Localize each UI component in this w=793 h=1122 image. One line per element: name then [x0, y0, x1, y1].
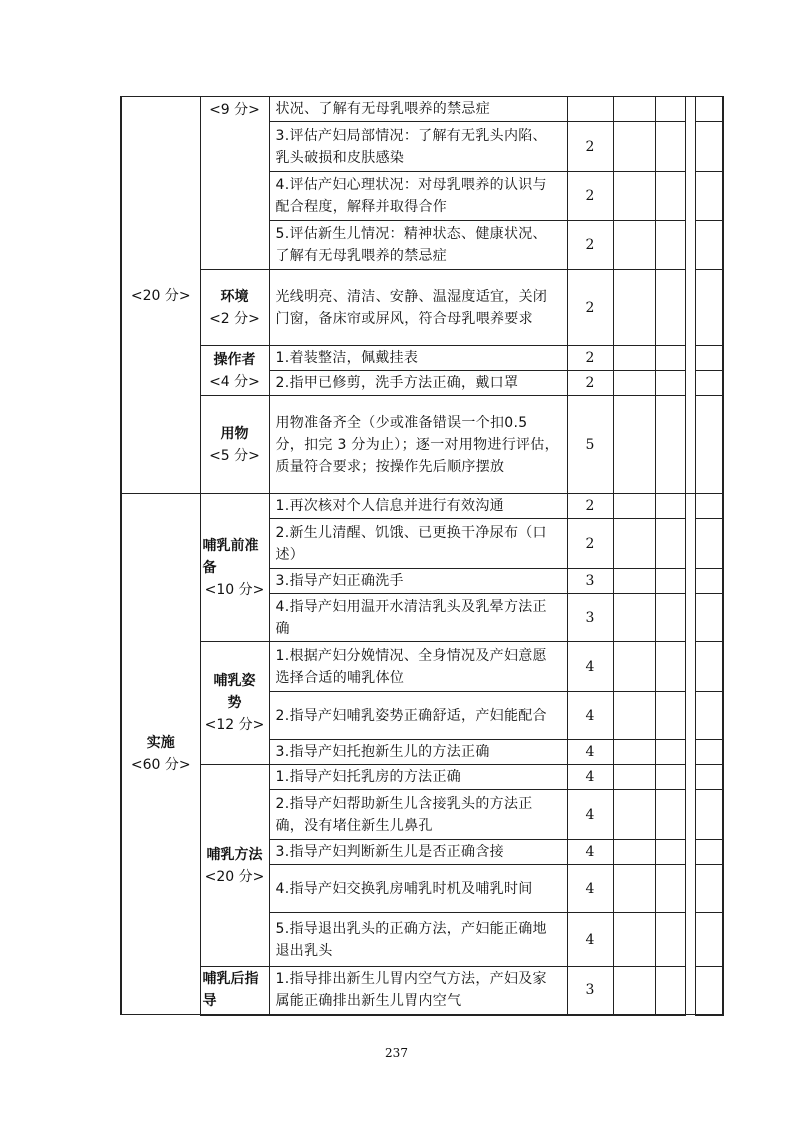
- blank-cell: [655, 172, 685, 221]
- group-title: 哺乳姿势: [213, 673, 256, 711]
- item-score: 4: [567, 692, 613, 740]
- group-points: <5 分>: [209, 447, 260, 464]
- item-score: 2: [567, 172, 613, 221]
- item-text: 1.根据产妇分娩情况、全身情况及产妇意愿选择合适的哺乳体位: [269, 642, 567, 692]
- item-text: 用物准备齐全（少或准备错误一个扣0.5 分，扣完 3 分为止）；逐一对用物进行评估，质量符合要求；按操作先后顺序摆放: [269, 396, 567, 494]
- item-text: 1.着装整洁，佩戴挂表: [269, 346, 567, 371]
- blank-cell: [695, 594, 723, 642]
- blank-cell: [695, 913, 723, 967]
- group-cell: [200, 396, 269, 494]
- blank-cell: [613, 840, 655, 865]
- section-points: <20 分>: [130, 288, 191, 304]
- table-row: [121, 765, 723, 790]
- item-text: 光线明亮、清洁、安静、温湿度适宜，关闭门窗，备床帘或屏风，符合母乳喂养要求: [269, 270, 567, 346]
- item-text: 4.指导产妇用温开水清洁乳头及乳晕方法正确: [269, 594, 567, 642]
- table-row: [121, 642, 723, 692]
- item-score: 2: [567, 346, 613, 371]
- item-text: 1.再次核对个人信息并进行有效沟通: [269, 494, 567, 519]
- item-score: 2: [567, 270, 613, 346]
- section-cell: [121, 97, 200, 494]
- blank-cell: [613, 371, 655, 396]
- blank-cell: [655, 494, 685, 519]
- item-score: 4: [567, 790, 613, 840]
- item-text: 2.指导产妇哺乳姿势正确舒适，产妇能配合: [269, 692, 567, 740]
- group-cell: [200, 642, 269, 765]
- item-score: 2: [567, 221, 613, 270]
- blank-cell: [655, 371, 685, 396]
- table-row: [121, 346, 723, 371]
- group-cell: [200, 346, 269, 396]
- item-score: 4: [567, 740, 613, 765]
- blank-cell: [613, 790, 655, 840]
- table-row: [121, 396, 723, 494]
- blank-cell: [655, 569, 685, 594]
- blank-cell: [655, 790, 685, 840]
- group-points: <10 分>: [204, 581, 265, 598]
- blank-cell: [613, 594, 655, 642]
- blank-cell: [655, 270, 685, 346]
- group-cell: [200, 97, 269, 270]
- item-text: 5.指导退出乳头的正确方法，产妇能正确地退出乳头: [269, 913, 567, 967]
- item-text: 3.指导产妇托抱新生儿的方法正确: [269, 740, 567, 765]
- blank-cell: [655, 642, 685, 692]
- blank-cell: [655, 594, 685, 642]
- table-row: [121, 97, 723, 122]
- blank-cell: [613, 221, 655, 270]
- item-score: 2: [567, 122, 613, 172]
- item-score: 3: [567, 569, 613, 594]
- blank-cell: [655, 122, 685, 172]
- blank-cell: [613, 346, 655, 371]
- blank-cell: [695, 371, 723, 396]
- group-title: 环境: [220, 288, 249, 305]
- item-text: 2.新生儿清醒、饥饿、已更换干净尿布（口述）: [269, 519, 567, 569]
- blank-cell: [655, 865, 685, 913]
- blank-cell: [613, 765, 655, 790]
- blank-cell: [655, 97, 685, 122]
- group-cell: [200, 967, 269, 1015]
- group-points: <20 分>: [204, 868, 265, 885]
- blank-cell: [655, 519, 685, 569]
- blank-cell: [695, 519, 723, 569]
- item-text: 1.指导产妇托乳房的方法正确: [269, 765, 567, 790]
- blank-cell: [695, 346, 723, 371]
- blank-cell: [695, 221, 723, 270]
- group-points: <12 分>: [204, 717, 265, 733]
- item-text: 1.指导排出新生儿胃内空气方法，产妇及家属能正确排出新生儿胃内空气: [269, 967, 567, 1015]
- blank-cell: [613, 642, 655, 692]
- blank-cell: [695, 790, 723, 840]
- item-score: 4: [567, 765, 613, 790]
- blank-cell: [695, 642, 723, 692]
- blank-cell: [695, 840, 723, 865]
- group-title: 哺乳后指导: [202, 971, 259, 1010]
- item-text: 4.评估产妇心理状况：对母乳喂养的认识与配合程度，解释并取得合作: [269, 172, 567, 221]
- blank-cell: [695, 270, 723, 346]
- item-score: 4: [567, 913, 613, 967]
- group-cell: [200, 270, 269, 346]
- item-score: 2: [567, 519, 613, 569]
- item-score: 2: [567, 371, 613, 396]
- table-row: [121, 494, 723, 519]
- blank-cell: [695, 765, 723, 790]
- blank-cell: [655, 765, 685, 790]
- section-title: 实施: [146, 735, 175, 751]
- group-title: 用物: [220, 425, 249, 442]
- blank-cell: [613, 396, 655, 494]
- page-number: 237: [385, 1046, 408, 1060]
- table-row: [121, 967, 723, 1015]
- blank-cell: [613, 569, 655, 594]
- item-score: [567, 97, 613, 122]
- blank-cell: [613, 740, 655, 765]
- blank-cell: [655, 692, 685, 740]
- blank-cell: [655, 840, 685, 865]
- blank-cell: [695, 740, 723, 765]
- group-points: <4 分>: [209, 373, 260, 390]
- group-title: 哺乳方法: [206, 846, 263, 863]
- blank-cell: [695, 494, 723, 519]
- table-row: [121, 270, 723, 346]
- item-score: 4: [567, 642, 613, 692]
- blank-cell: [655, 740, 685, 765]
- item-text: 4.指导产妇交换乳房哺乳时机及哺乳时间: [269, 865, 567, 913]
- blank-cell: [613, 97, 655, 122]
- blank-cell: [695, 396, 723, 494]
- blank-cell: [613, 865, 655, 913]
- item-score: 3: [567, 967, 613, 1015]
- blank-cell: [655, 221, 685, 270]
- blank-cell: [685, 494, 695, 1015]
- blank-cell: [613, 967, 655, 1015]
- blank-cell: [695, 122, 723, 172]
- item-text: 3.指导产妇判断新生儿是否正确含接: [269, 840, 567, 865]
- item-score: 4: [567, 865, 613, 913]
- group-points: <9 分>: [209, 102, 260, 118]
- blank-cell: [613, 913, 655, 967]
- item-score: 3: [567, 594, 613, 642]
- blank-cell: [613, 692, 655, 740]
- blank-cell: [695, 967, 723, 1015]
- blank-cell: [613, 270, 655, 346]
- blank-cell: [613, 122, 655, 172]
- blank-cell: [613, 519, 655, 569]
- blank-cell: [695, 172, 723, 221]
- item-score: 2: [567, 494, 613, 519]
- item-text: 3.指导产妇正确洗手: [269, 569, 567, 594]
- blank-cell: [655, 346, 685, 371]
- group-cell: [200, 765, 269, 967]
- blank-cell: [695, 865, 723, 913]
- blank-cell: [695, 569, 723, 594]
- scoring-table: [120, 96, 724, 1016]
- item-score: 5: [567, 396, 613, 494]
- group-title: 哺乳前准备: [202, 537, 259, 576]
- group-cell: [200, 494, 269, 642]
- group-title: 操作者: [213, 351, 256, 368]
- item-text: 2.指导产妇帮助新生儿含接乳头的方法正确，没有堵住新生儿鼻孔: [269, 790, 567, 840]
- blank-cell: [655, 967, 685, 1015]
- item-score: 4: [567, 840, 613, 865]
- blank-cell: [655, 396, 685, 494]
- item-text: 2.指甲已修剪，洗手方法正确，戴口罩: [269, 371, 567, 396]
- section-points: <60 分>: [130, 757, 191, 773]
- group-points: <2 分>: [209, 310, 260, 327]
- item-text: 状况、了解有无母乳喂养的禁忌症: [269, 97, 567, 122]
- blank-cell: [655, 913, 685, 967]
- blank-cell: [613, 494, 655, 519]
- item-text: 5.评估新生儿情况：精神状态、健康状况、了解有无母乳喂养的禁忌症: [269, 221, 567, 270]
- blank-cell: [695, 97, 723, 122]
- blank-cell: [613, 172, 655, 221]
- blank-cell: [695, 692, 723, 740]
- blank-cell: [685, 97, 695, 494]
- item-text: 3.评估产妇局部情况：了解有无乳头内陷、乳头破损和皮肤感染: [269, 122, 567, 172]
- section-cell: [121, 494, 200, 1015]
